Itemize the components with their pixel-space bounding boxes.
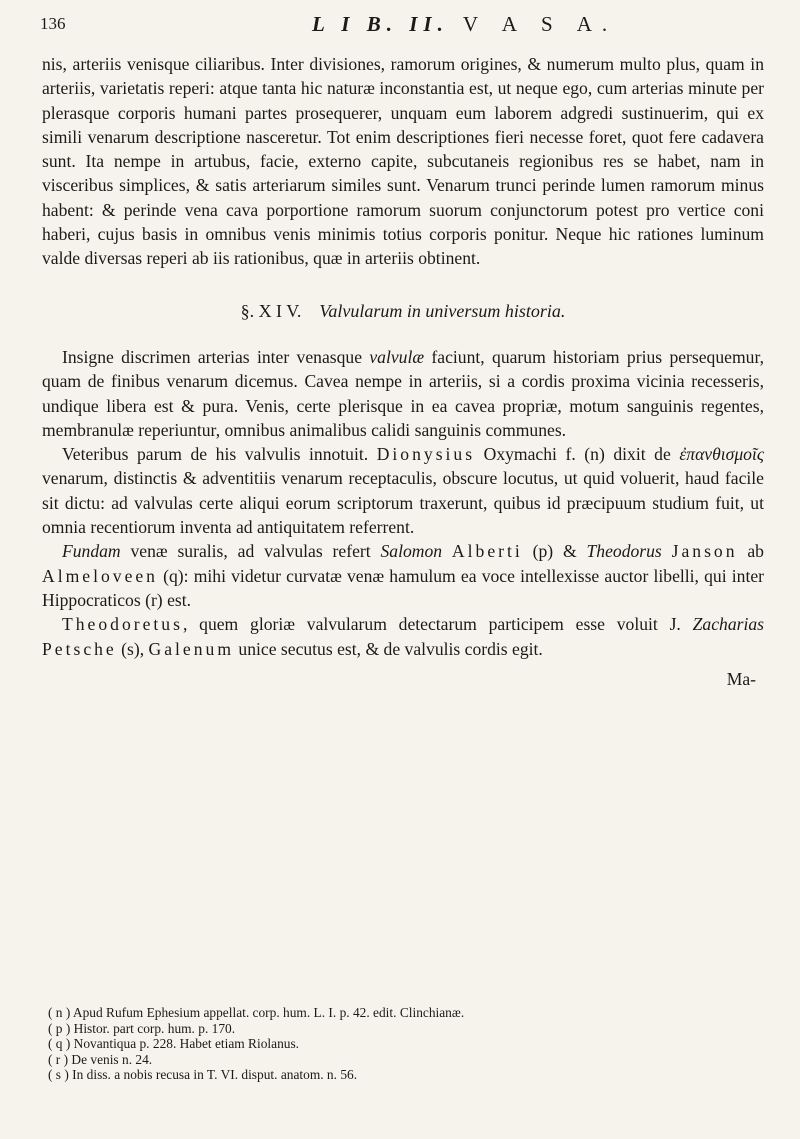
name-theodorus: Theodorus xyxy=(586,541,662,562)
name-alberti: Alberti xyxy=(451,541,523,562)
text-run: faciunt, quarum historiam prius persequemur, quam de finibus venarum dicemus. Cavea nempe in arteriis, si a cordis proxima vicinia recesseris, undique libera est & pura. Venis, certe plerisque in ea cavea propriæ, motum sanguinis regentes, membranulæ reperiuntur, omnibus animalibus calidi sanguinis communes. xyxy=(42,346,764,440)
running-title-subject: V A S A. xyxy=(462,12,618,36)
text-run: venæ suralis, ad valvulas refert xyxy=(120,541,381,562)
paragraph-continued: nis, arteriis venisque ciliaribus. Inter divisiones, ramorum origines, & numerum multo plus, quam in arteriis, varietatis reperi: atque tanta hic naturæ inconstantia est, ut neque ego, cum arterias minute per plerasque corporis humani partes prosequerer, unquam eum laborem adgredi sustinuerim, qui ex simili venarum descriptione nasceretur. Tot enim descriptiones fieri necesse foret, quot fere cadavera sunt. Ita nempe in artubus, facie, externo capite, subcutaneis regionibus res se habet, nam in visceribus simplices, & satis arteriarum similes sunt. Venarum trunci perinde lumen ramorum minus habent: & perinde vena cava porportione ramorum suorum conjunctorum potest pro vertice coni haberi, cujus basis in omnibus venis minimis totius corporis ponitur. Neque hic rationes luminum valde diversas reperi ab iis rationibus, quæ in arteriis obtinent. xyxy=(42,54,764,269)
text-run: (q): mihi videtur curvatæ venæ hamulum ea voce intellexisse auctor libelli, qui inter Hippocraticos (r) est. xyxy=(42,565,764,610)
footnote-p: ( p ) Histor. part corp. hum. p. 170. xyxy=(48,1020,236,1036)
footnote-r: ( r ) De venis n. 24. xyxy=(48,1051,153,1067)
page-number: 136 xyxy=(40,14,66,33)
name-theodoretus: Theodoretus xyxy=(62,614,183,635)
footnote-s: ( s ) In diss. a nobis recusa in T. VI. disput. anatom. n. 56. xyxy=(48,1067,358,1083)
running-title-book: L I B. II. xyxy=(312,12,449,36)
section-number: §. X I V. xyxy=(240,300,302,321)
term-fundam: Fundam xyxy=(62,541,121,562)
name-janson: Janson xyxy=(671,541,738,562)
text-run: , quem gloriæ valvularum detectarum participem esse voluit J. xyxy=(182,614,693,635)
footnotes xyxy=(48,1005,760,1083)
catchword: Ma- xyxy=(726,668,756,689)
text-run: (s), xyxy=(116,638,149,659)
term-valvulae: valvulæ xyxy=(369,346,425,367)
paragraph-fundam xyxy=(42,539,764,612)
text-run: (p) & xyxy=(522,541,587,562)
running-title xyxy=(312,12,617,37)
name-almeloveen: Almeloveen xyxy=(42,565,158,586)
section-heading xyxy=(42,299,764,323)
text-run: Veteribus parum de his valvulis innotuit. xyxy=(62,444,377,465)
text-run: venarum, distinctis & adventitiis venarum receptaculis, obscure locutus, ut quid voluerit, haud facile sit dictu: ad valvulas certe aliqui eorum scriptorum traxerunt, quibus id præcipuum studium fuit, ut omnia recentiorum inventa ad antiquitatem referrent. xyxy=(42,468,764,538)
paragraph-valvulae xyxy=(42,345,764,442)
name-zacharias: Zacharias xyxy=(692,614,764,635)
text-run: unice secutus est, & de valvulis cordis egit. xyxy=(234,638,543,659)
name-galenum: Galenum xyxy=(148,638,235,659)
name-dionysius: Dionysius xyxy=(376,444,476,465)
text-run: Insigne discrimen arterias inter venasque xyxy=(62,346,370,367)
paragraph-veteres xyxy=(42,442,764,539)
footnote-q: ( q ) Novantiqua p. 228. Habet etiam Riolanus. xyxy=(48,1036,300,1052)
paragraph-theodoretus xyxy=(42,612,764,661)
greek-term: ἐπανθισμοῖς xyxy=(679,444,764,465)
page-header xyxy=(40,12,760,42)
footnote-n: ( n ) Apud Rufum Ephesium appellat. corp. hum. L. I. p. 42. edit. Clinchianæ. xyxy=(48,1005,465,1020)
name-petsche: Petsche xyxy=(42,638,117,659)
main-text xyxy=(42,52,764,691)
section-title: Valvularum in universum historia. xyxy=(319,300,566,321)
text-run: Oxymachi f. (n) dixit de xyxy=(475,444,680,465)
text-run: ab xyxy=(737,541,764,562)
name-salomon: Salomon xyxy=(380,541,443,562)
